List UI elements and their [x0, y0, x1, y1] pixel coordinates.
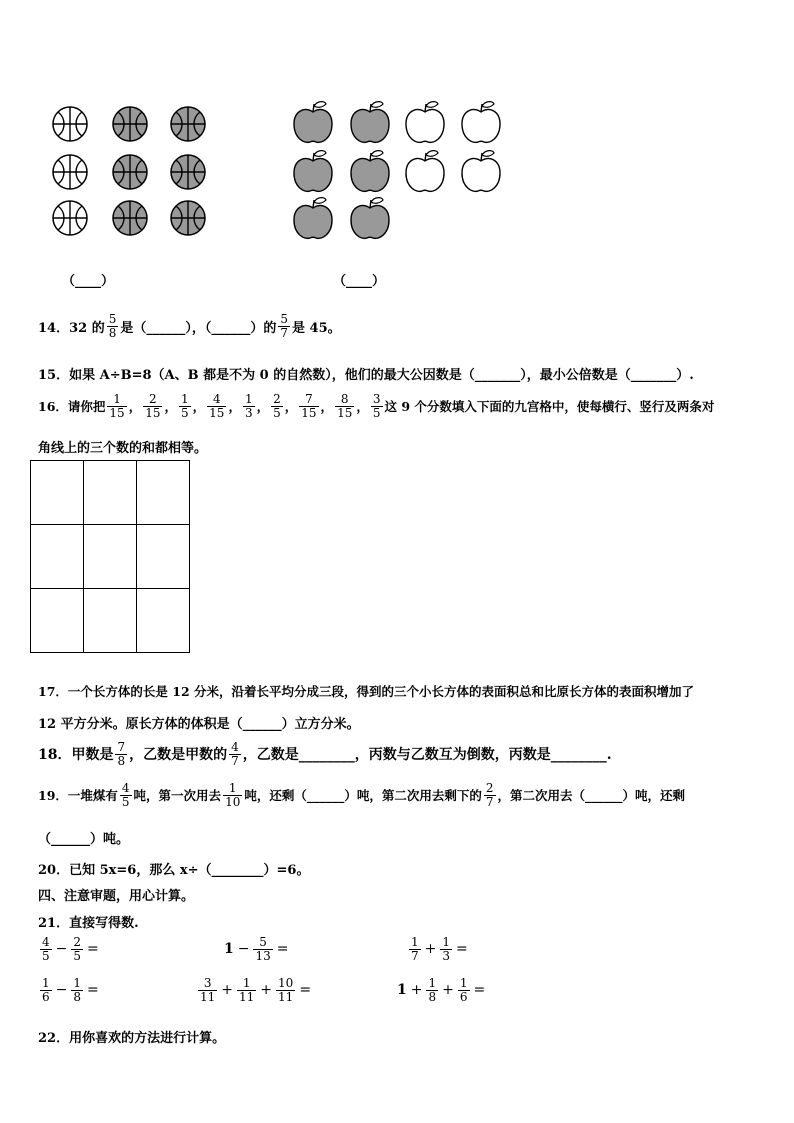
apple-icon: [406, 151, 444, 192]
fraction: $\frac{1}{5}$: [181, 392, 189, 420]
fraction: $\frac{2}{15}$: [145, 392, 161, 420]
question-18: [38, 741, 612, 767]
question-text[interactable]: ，乙数是________，丙数与乙数互为倒数，丙数是________.: [242, 747, 612, 764]
question-19: [38, 782, 685, 808]
fraction: $\frac{7}{8}$: [117, 740, 126, 768]
expression: $\frac{1}{7}$ + $\frac{1}{3}$ =: [411, 935, 468, 963]
expression: 1 + $\frac{1}{8}$ + $\frac{1}{6}$ =: [397, 976, 486, 1004]
expression: $\frac{3}{11}$ + $\frac{1}{11}$ + $\frac{10}{11}$ =: [200, 976, 312, 1004]
apple-icon: [462, 102, 500, 143]
apple-icon: [294, 102, 332, 143]
question-21: 21．直接写得数.: [38, 916, 139, 931]
fraction: $\frac{1}{10}$: [225, 781, 241, 809]
question-14: [38, 313, 341, 339]
question-text: 是 45。: [292, 320, 341, 336]
question-text: 19．一堆煤有: [38, 788, 118, 804]
section-heading: 四、注意审题，用心计算。: [38, 889, 195, 904]
apples-answer-blank[interactable]: （____）: [333, 274, 386, 289]
basketball-icon: [53, 155, 87, 189]
basketball-icon: [113, 107, 147, 141]
basketball-icon: [171, 201, 205, 235]
fraction: $\frac{2}{5}$: [273, 392, 281, 420]
question-text: 16．请你把: [38, 399, 106, 415]
fraction: $\frac{5}{7}$: [280, 312, 289, 340]
question-17-line1: 17．一个长方体的长是 12 分米，沿着长平均分成三段，得到的三个小长方体的表面积总和比原长方体的表面积增加了: [38, 684, 694, 699]
question-17-line2[interactable]: 12 平方分米。原长方体的体积是（______）立方分米。: [38, 717, 360, 732]
basketball-icon: [53, 107, 87, 141]
fraction: $\frac{1}{3}$: [244, 392, 253, 420]
apple-icon: [351, 151, 389, 192]
fraction: $\frac{4}{15}$: [209, 392, 225, 420]
question-text[interactable]: 是（______），（______）的: [120, 320, 277, 336]
question-16: 16．请你把 $\frac{1}{15}$ ， $\frac{2}{15}$ ， $\frac{1}{5}$ ， $\frac{4}{15}$ ， $\frac{1}{3}$ ， $\frac{2}{5}$ ， $\frac{7}{15}$ ， $\frac{8}{15}$ ， $\frac{3}{5}$ 这 9 个分数填入下面的九宫格中，使每横行、竖行及两条对: [38, 392, 715, 420]
fraction: $\frac{2}{7}$: [485, 781, 494, 809]
basketball-group: [48, 102, 213, 242]
apple-icon: [462, 151, 500, 192]
grid-cell[interactable]: [137, 461, 190, 525]
fraction: $\frac{8}{15}$: [337, 392, 353, 420]
grid-cell[interactable]: [84, 525, 137, 589]
question-text: 18．甲数是: [38, 747, 114, 764]
expression: 1 − $\frac{5}{13}$ =: [224, 935, 289, 963]
apple-icon: [294, 198, 332, 239]
question-text: 32 的: [69, 320, 105, 336]
question-22: 22．用你喜欢的方法进行计算。: [38, 1031, 226, 1046]
question-text: 这 9 个分数填入下面的九宫格中，使每横行、竖行及两条对: [384, 399, 715, 415]
fraction: $\frac{7}{15}$: [301, 392, 317, 420]
grid-cell[interactable]: [84, 461, 137, 525]
expression: $\frac{4}{5}$ − $\frac{2}{5}$ =: [42, 935, 99, 963]
apple-icon: [351, 198, 389, 239]
basketball-icon: [113, 155, 147, 189]
fraction: $\frac{4}{5}$: [121, 781, 130, 809]
grid-cell[interactable]: [84, 589, 137, 653]
question-19-line2[interactable]: （______）吨。: [38, 832, 130, 847]
question-text: ，乙数是甲数的: [129, 747, 228, 764]
fraction: $\frac{1}{15}$: [109, 392, 125, 420]
basketball-icon: [113, 201, 147, 235]
fraction: $\frac{4}{7}$: [231, 740, 239, 768]
apple-icon: [406, 102, 444, 143]
apple-icon: [294, 151, 332, 192]
fraction: $\frac{5}{8}$: [108, 312, 117, 340]
balls-answer-blank[interactable]: （____）: [62, 274, 115, 289]
apple-group: [290, 95, 505, 245]
grid-cell[interactable]: [31, 461, 84, 525]
question-15[interactable]: 15．如果 A÷B=8（A、B 都是不为 0 的自然数），他们的最大公因数是（_______），最小公倍数是（_______）.: [38, 368, 694, 383]
expression: $\frac{1}{6}$ − $\frac{1}{8}$ =: [42, 976, 99, 1004]
question-20[interactable]: 20．已知 5x=6，那么 x÷（________）=6。: [38, 863, 310, 878]
basketball-icon: [171, 107, 205, 141]
grid-cell[interactable]: [31, 589, 84, 653]
question-text: 吨，第一次用去: [133, 788, 222, 804]
fraction: $\frac{3}{5}$: [372, 392, 381, 420]
basketball-icon: [53, 201, 87, 235]
grid-cell[interactable]: [137, 589, 190, 653]
grid-cell[interactable]: [31, 525, 84, 589]
question-text[interactable]: ，第二次用去（______）吨，还剩: [497, 788, 686, 804]
grid-cell[interactable]: [137, 525, 190, 589]
question-number: 14．: [38, 320, 70, 336]
apple-icon: [351, 102, 389, 143]
basketball-icon: [171, 155, 205, 189]
magic-square-grid: [30, 460, 190, 653]
question-text[interactable]: 吨，还剩（______）吨，第二次用去剩下的: [244, 788, 482, 804]
question-16-line2: 角线上的三个数的和都相等。: [38, 441, 208, 456]
